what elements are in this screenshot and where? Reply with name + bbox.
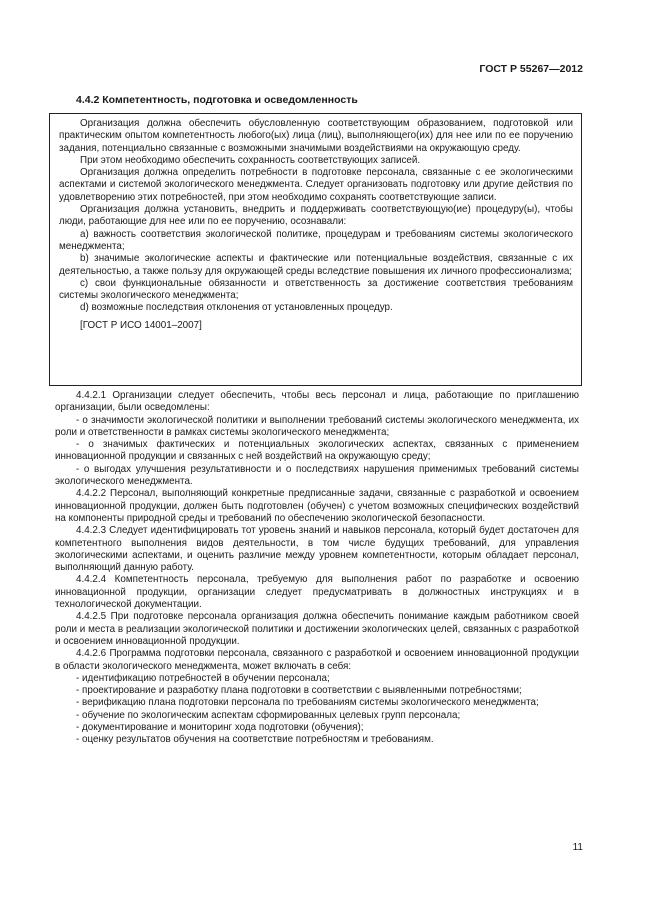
standard-reference: [ГОСТ Р ИСО 14001–2007] — [80, 319, 202, 331]
clause-paragraph: 4.4.2.6 Программа подготовки персонала, связанного с разработкой и освоением инновационной продукции в области экологического менеджмента, может включать в себя: — [55, 648, 579, 672]
clause-paragraph: 4.4.2.4 Компетентность персонала, требуемую для выполнения работ по разработке и освоению инновационной продукции, организации следует предусматривать в должностных инструкциях и в технологической документации. — [55, 574, 579, 611]
list-item: - оценку результатов обучения на соответствие потребностям и требованиям. — [76, 734, 434, 746]
list-item: - о значимых фактических и потенциальных экологических аспектах, связанных с применением инновационной продукции и связанных с ней воздействий на окружающую среду; — [55, 439, 579, 463]
clause-paragraph: 4.4.2.1 Организации следует обеспечить, чтобы весь персонал и лица, работающие по приглашению организации, были осведомлены: — [55, 390, 579, 414]
list-item: - о значимости экологической политики и выполнении требований системы экологического менеджмента, их роли и ответственности в рамках системы экологического менеджмента; — [55, 414, 579, 438]
box-list-item: а) важность соответствия экологической политике, процедурам и требованиям системы экологического менеджмента; — [59, 228, 573, 252]
box-paragraph: Организация должна установить, внедрить и поддерживать соответствующую(ие) процедуру(ы), чтобы люди, работающие для нее или по ее поручению, осознавали: — [59, 204, 573, 228]
box-paragraph: Организация должна определить потребности в подготовке персонала, связанные с ее экологическими аспектами и системой экологического менеджмента. Следует организовать подготовку или другие действия по удовлетворению этих потребностей, при этом необходимо сохранять соответствующие записи. — [59, 167, 573, 203]
clause-paragraph: 4.4.2.3 Следует идентифицировать тот уровень знаний и навыков персонала, который будет достаточен для компетентного выполнения видов деятельности, в том числе будущих требований, для управления экологическими аспектами, и оценить различие между уровнем компетентности, которым обладает персонал, выполняющий данную работу. — [55, 525, 579, 574]
list-item: - идентификацию потребностей в обучении персонала; — [76, 672, 330, 684]
list-item: - верификацию плана подготовки персонала по требованиям системы экологического менеджмента; — [76, 697, 539, 709]
section-title: 4.4.2 Компетентность, подготовка и осведомленность — [76, 94, 358, 106]
page-number: 11 — [572, 842, 583, 853]
clause-paragraph: 4.4.2.2 Персонал, выполняющий конкретные предписанные задачи, связанные с разработкой и освоением инновационной продукции, должен быть подготовлен (обучен) с учетом возможных специфических воздействий на компоненты природной среды и требований по обеспечению экологической безопасности. — [55, 488, 579, 524]
clause-paragraph: 4.4.2.5 При подготовке персонала организация должна обеспечить понимание каждым работником своей роли и места в реализации экологической политики и достижении экологических целей, связанных с разработкой и освоением инновационной продукции. — [55, 611, 579, 647]
box-paragraph: При этом необходимо обеспечить сохранность соответствующих записей. — [80, 154, 421, 166]
box-list-item: c) свои функциональные обязанности и ответственность за достижение соответствия требованиям системы экологического менеджмента; — [59, 277, 573, 302]
list-item: - обучение по экологическим аспектам сформированных целевых групп персонала; — [76, 709, 461, 721]
box-paragraph: Организация должна обеспечить обусловленную соответствующим образованием, подготовкой или практическим опытом компетентность любого(ых) лица (лиц), выполняющего(их) для нее или по ее поручению задания, потенциально связанные с возможными значимыми воздействиями на окружающую среду. — [59, 118, 573, 154]
quoted-requirement-box — [49, 113, 582, 386]
body-text — [55, 390, 579, 747]
list-item: - проектирование и разработку плана подготовки в соответствии с выявленными потребностями; — [76, 685, 522, 697]
list-item: - о выгодах улучшения результативности и о последствиях нарушения применимых требований системы экологического менеджмента. — [55, 463, 579, 488]
box-list-item: d) возможные последствия отклонения от установленных процедур. — [80, 302, 393, 314]
list-item: - документирование и мониторинг хода подготовки (обучения); — [76, 722, 364, 734]
box-list-item: b) значимые экологические аспекты и фактические или потенциальные воздействия, связанные с их деятельностью, а также пользу для окружающей среды вследствие повышения их личного профессионализма; — [59, 253, 573, 277]
standard-code: ГОСТ Р 55267—2012 — [479, 63, 583, 75]
